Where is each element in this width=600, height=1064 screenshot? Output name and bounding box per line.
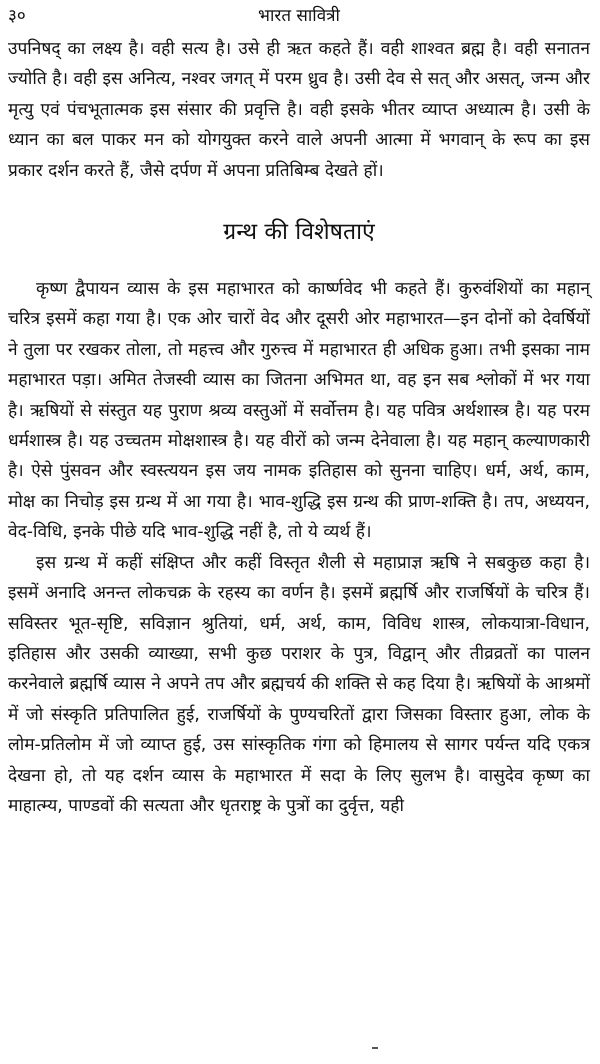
section-paragraph-2: इस ग्रन्थ में कहीं संक्षिप्त और कहीं विस्तृत शैली से महाप्राज्ञ ऋषि ने सबकुछ कहा है। इसमें अनादि अनन्त लोकचक्र के रहस्य का वर्णन है। इसमें ब्रह्मर्षि और राजर्षियों के चरित्र हैं। सविस्तर भूत-सृष्टि, सविज्ञान श्रुतियां, धर्म, अर्थ, काम, विविध शास्त्र, लोकयात्रा-विधान, इतिहास और उसकी व्याख्या, सभी कुछ पराशर के पुत्र, विद्वान् और तीव्रव्रतों का पालन करनेवाले ब्रह्मर्षि व्यास ने अपने तप और ब्रह्मचर्य की शक्ति से कह दिया है। ऋषियों के आश्रमों में जो संस्कृति प्रतिपालित हुई, राजर्षियों के पुण्यचरितों द्वारा जिसका विस्तार हुआ, लोक के लोम-प्रतिलोम में जो व्याप्त हुई, उस सांस्कृतिक गंगा को हिमालय से सागर पर्यन्त यदि एकत्र देखना हो, तो यह दर्शन व्यास के महाभारत में सदा के लिए सुलभ है। वासुदेव कृष्ण का माहात्म्य, पाण्डवों की सत्यता और धृतराष्ट्र के पुत्रों का दुर्वृत्त, यही [8,552,590,816]
running-title: भारत सावित्री [258,6,340,26]
section-heading: ग्रन्थ की विशेषताएं [223,219,375,246]
print-mark [372,1047,378,1049]
body-text [8,34,590,821]
page-number: ३० [8,6,26,26]
running-head [8,4,590,34]
section-paragraph-1: कृष्ण द्वैपायन व्यास के इस महाभारत को कार्ष्णवेद भी कहते हैं। कुरुवंशियों का महान् चरित्र इसमें कहा गया है। एक ओर चारों वेद और दूसरी ओर महाभारत—इन दोनों को देवर्षियों ने तुला पर रखकर तोला, तो महत्त्व और गुरुत्त्व में महाभारत ही अधिक हुआ। तभी इसका नाम महाभारत पड़ा। अमित तेजस्वी व्यास का जितना अभिमत था, वह इन सब श्लोकों में भर गया है। ऋषियों से संस्तुत यह पुराण श्रव्य वस्तुओं में सर्वोत्तम है। यह पवित्र अर्थशास्त्र है। यह परम धर्मशास्त्र है। यह उच्चतम मोक्षशास्त्र है। यह वीरों को जन्म देनेवाला है। यह महान् कल्याणकारी है। ऐसे पुंसवन और स्वस्त्ययन इस जय नामक इतिहास को सुनना चाहिए। धर्म, अर्थ, काम, मोक्ष का निचोड़ इस ग्रन्थ में आ गया है। भाव-शुद्धि इस ग्रन्थ की प्राण-शक्ति है। तप, अध्ययन, वेद-विधि, इनके पीछे यदि भाव-शुद्धि नहीं है, तो ये व्यर्थ हैं। [8,279,590,543]
paragraph-continued: उपनिषद् का लक्ष्य है। वही सत्य है। उसे ही ऋत कहते हैं। वही शाश्वत ब्रह्म है। वही सनातन ज्योति है। वही इस अनित्य, नश्वर जगत् में परम ध्रुव है। उसी देव से सत् और असत्, जन्म और मृत्यु एवं पंचभूतात्मक इस संसार की प्रवृत्ति है। वही इसके भीतर व्याप्त अध्यात्म है। उसी के ध्यान का बल पाकर मन को योगयुक्त करने वाले अपनी आत्मा में भगवान् के रूप का इस प्रकार दर्शन करते हैं, जैसे दर्पण में अपना प्रतिबिम्ब देखते हों। [8,39,590,181]
